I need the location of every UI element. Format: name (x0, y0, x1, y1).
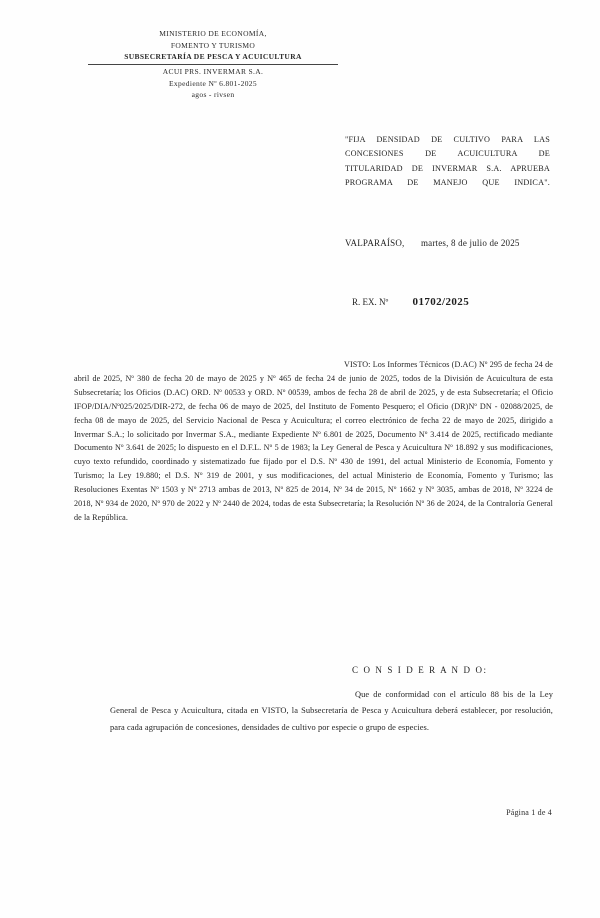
vistos-paragraph: VISTO: Los Informes Técnicos (D.AC) Nº 295 de fecha 24 de abril de 2025, Nº 380 de fecha 20 de mayo de 2025 y Nº 465 de fecha 24 de junio de 2025, todos de la División de Acuicultura de esta Subsecretaría; los Oficios (D.AC) ORD. Nº 00533 y ORD. Nº 00539, ambos de fecha 28 de abril de 2025, y de esta Subsecretaría; el Oficio IFOP/DIA/Nº025/2025/DIR-272, de fecha 06 de mayo de 2025, del Instituto de Fomento Pesquero; el Oficio (DR)Nº DN - 02088/2025, de fecha 08 de mayo de 2025, del Servicio Nacional de Pesca y Acuicultura; el correo electrónico de fecha 22 de mayo de 2025, dirigido a Invermar S.A.; lo solicitado por Invermar S.A., mediante Expediente Nº 6.801 de 2025, Documento Nº 3.414 de 2025, rectificado mediante Documento Nº 3.641 de 2025; lo dispuesto en el D.F.L. Nº 5 de 1983; la Ley General de Pesca y Acuicultura Nº 18.892 y sus modificaciones, cuyo texto refundido, coordinado y sistematizado fue fijado por el D.S. Nº 430 de 1991, del actual Ministerio de Economía, Fomento y Turismo; la Ley 19.880; el D.S. Nº 319 de 2001, y sus modificaciones, del actual Ministerio de Economía, Fomento y Turismo; las Resoluciones Exentas Nº 1503 y Nº 2713 ambas de 2013, Nº 825 de 2014, Nº 34 de 2015, Nº 1662 y Nº 3035, ambas de 2018, Nº 3224 de 2018, Nº 934 de 2020, Nº 970 de 2022 y Nº 2440 de 2024, todas de esta Subsecretaría; la Resolución Nº 36 de 2024, de la Contraloría General de la República. (74, 360, 553, 522)
date-label: martes, 8 de julio de 2025 (420, 238, 520, 248)
letterhead (88, 28, 338, 101)
vistos-section (74, 358, 553, 525)
place-label: VALPARAÍSO, (345, 238, 405, 248)
letterhead-initials: agos - rivsen (191, 90, 235, 100)
letterhead-file-number: Expediente Nº 6.801-2025 (169, 78, 257, 88)
considerando-paragraph: Que de conformidad con el artículo 88 bis de la Ley General de Pesca y Acuicultura, citada en VISTO, la Subsecretaría de Pesca y Acuicultura deberá establecer, por resolución, para cada agrupación de concesiones, densidades de cultivo por especie o grupo de especies. (110, 690, 553, 732)
letterhead-company: ACUI PRS. INVERMAR S.A. (162, 66, 264, 76)
considerando-heading: C O N S I D E R A N D O: (352, 665, 488, 675)
page-footer: Página 1 de 4 (506, 808, 552, 817)
resolution-number (352, 296, 552, 308)
place-and-date (345, 238, 560, 248)
letterhead-ministry-line-2: FOMENTO Y TURISMO (170, 40, 256, 50)
letterhead-subsecretariat: SUBSECRETARÍA DE PESCA Y ACUICULTURA (88, 51, 338, 65)
letterhead-ministry-line-1: MINISTERIO DE ECONOMÍA, (159, 29, 267, 38)
resolution-number-label: R. EX. Nº (352, 297, 389, 307)
resolution-number-value: 01702/2025 (412, 296, 470, 308)
document-title: "FIJA DENSIDAD DE CULTIVO PARA LAS CONCESIONES DE ACUICULTURA DE TITULARIDAD DE INVERMAR S.A. APRUEBA PROGRAMA DE MANEJO QUE INDICA". (345, 135, 550, 188)
considerando-section (110, 687, 553, 736)
